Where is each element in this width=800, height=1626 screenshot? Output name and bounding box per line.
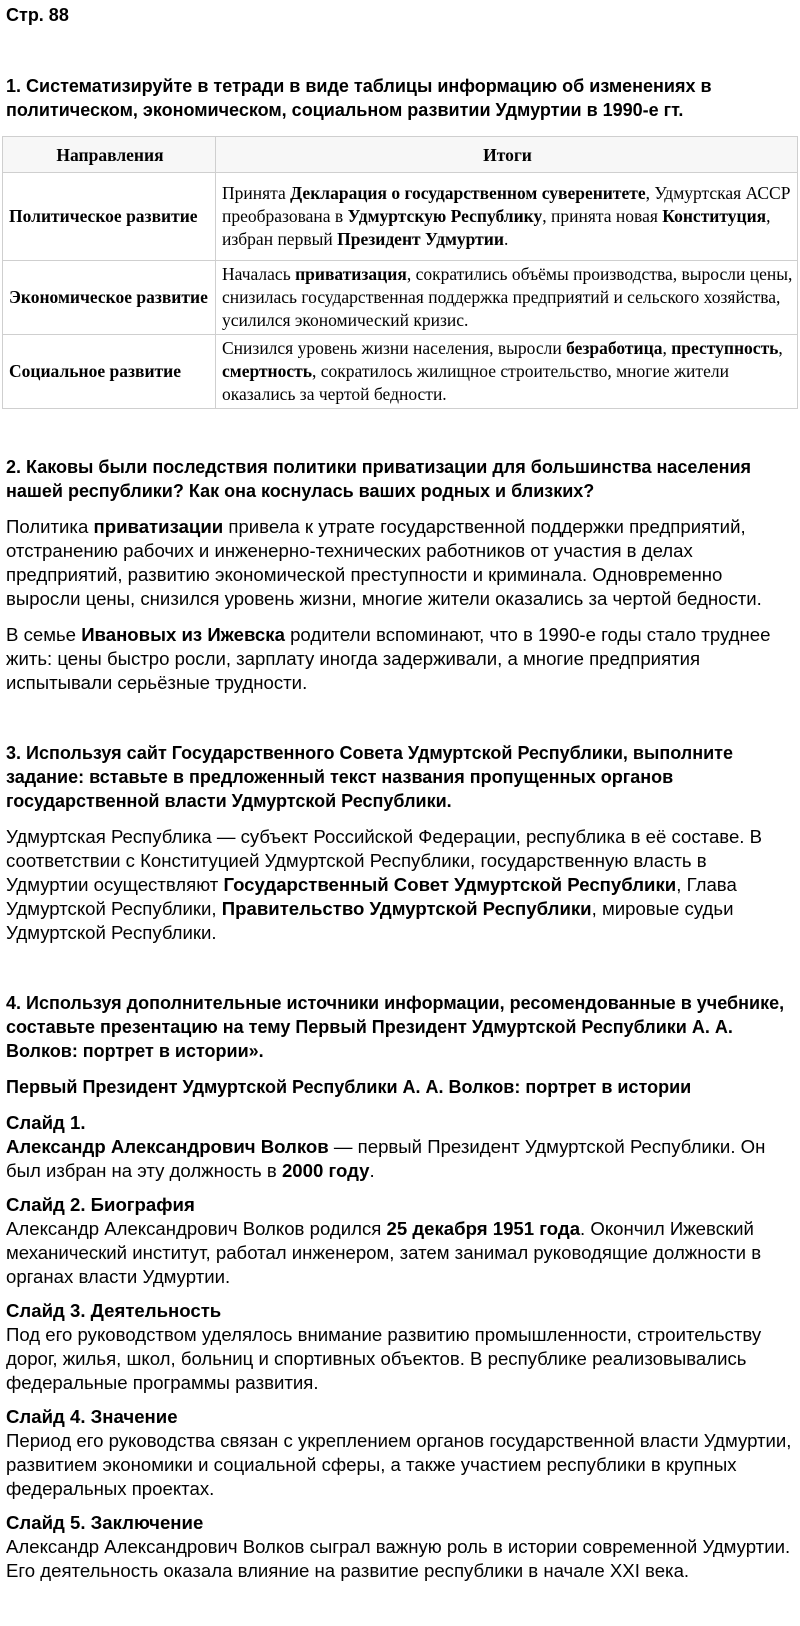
page-number: Стр. 88 <box>6 5 69 25</box>
text-run: Политика <box>6 516 94 537</box>
slide-heading: Слайд 5. Заключение <box>6 1512 204 1533</box>
slide-text <box>6 1135 794 1183</box>
bold-term: Александр Александрович Волков <box>6 1136 329 1157</box>
text-run: В семье <box>6 624 82 645</box>
bold-term: Государственный Совет Удмуртской Республики <box>223 874 677 895</box>
slide-heading: Слайд 1. <box>6 1112 86 1133</box>
text-run: Александр Александрович Волков сыграл важную роль в истории современной Удмуртии. Его деятельность оказала влияние на развитие республики в начале XXI века. <box>6 1536 791 1581</box>
bold-term: Конституция <box>662 206 767 226</box>
task-1-title: 1. Систематизируйте в тетради в виде таблицы информацию об изменениях в политическом, экономическом, социальном развитии Удмуртии в 1990-е гт. <box>6 76 712 120</box>
bold-term: Ивановых из Ижевска <box>81 624 285 645</box>
text-run: Александр Александрович Волков родился <box>6 1218 387 1239</box>
text-run: , <box>662 338 672 358</box>
text-run: . Окончил Ижевский механический институт, работал инженером, затем занимал руководящие должности в органах власти Удмуртии. <box>6 1218 762 1287</box>
result-cell <box>216 335 798 409</box>
task-2-title: 2. Каковы были последствия политики приватизации для большинства населения нашей республики? Как она коснулась ваших родных и близких? <box>6 457 752 501</box>
text-run: , <box>778 338 783 358</box>
slide <box>6 1405 794 1501</box>
table-row <box>3 335 798 409</box>
slide-heading: Слайд 4. Значение <box>6 1406 178 1427</box>
bold-term: Правительство Удмуртской Республики <box>221 898 592 919</box>
text-run: — первый Президент Удмуртской Республики. Он был избран на эту должность в <box>6 1136 766 1181</box>
bold-term: Декларация о государственном суверенитете <box>290 183 646 203</box>
table-row <box>3 173 798 261</box>
text-run: . <box>369 1160 375 1181</box>
table-header-row <box>3 137 798 173</box>
text-run: , сократились объёмы производства, выросли цены, снизилась государственная поддержка предприятий и сельского хозяйства, усилился экономический кризис. <box>222 264 793 330</box>
table-row <box>3 261 798 335</box>
slide-heading: Слайд 2. Биография <box>6 1194 195 1215</box>
slide <box>6 1111 794 1183</box>
text-run: , сократилось жилищное строительство, многие жители оказались за чертой бедности. <box>222 361 729 404</box>
bold-term: Удмуртскую Республику <box>347 206 543 226</box>
result-cell <box>216 173 798 261</box>
text-run: , принята новая <box>542 206 663 226</box>
text-run: . <box>503 229 509 249</box>
slide <box>6 1511 794 1583</box>
slide <box>6 1193 794 1289</box>
slide-text <box>6 1323 794 1395</box>
bold-term: смертность <box>222 361 313 381</box>
text-run: Началась <box>222 264 296 284</box>
text-run: , Удмуртская АССР преобразована в <box>222 183 791 226</box>
task-3-answer <box>6 825 794 945</box>
text-run: Принята <box>222 183 291 203</box>
slide-text <box>6 1429 794 1501</box>
slide-text <box>6 1217 794 1289</box>
bold-term: 2000 году <box>281 1160 370 1181</box>
bold-term: безработица <box>566 338 663 358</box>
text-run: родители вспоминают, что в 1990-е годы стало труднее жить: цены быстро росли, зарплату иногда задерживали, а многие предприятия испытывали серьёзные трудности. <box>6 624 771 693</box>
task-2-answer-p2 <box>6 623 794 695</box>
bold-term: Президент Удмуртии <box>337 229 504 249</box>
text-run: привела к утрате государственной поддержки предприятий, отстранению рабочих и инженерно-технических работников от участия в делах предприятий, развитию экономической преступности и криминала. Одновременно выросли цены, снизился уровень жизни, многие жители оказались за чертой бедности. <box>6 516 762 609</box>
text-run: , мировые судьи Удмуртской Республики. <box>6 898 734 943</box>
task-3-title: 3. Используя сайт Государственного Совета Удмуртской Республики, выполните задание: вставьте в предложенный текст названия пропущенных органов государственной власти Удмуртской Республики. <box>6 743 733 811</box>
text-run: Удмуртская Республика — субъект Российской Федерации, республика в её составе. В соответствии с Конституцией Удмуртской Республики, государственную власть в Удмуртии осуществляют <box>6 826 763 895</box>
task-2-answer-p1 <box>6 515 794 611</box>
text-run: Период его руководства связан с укреплением органов государственной власти Удмуртии, развитием экономики и социальной сферы, а также участием республики в крупных федеральных проектах. <box>6 1430 792 1499</box>
text-run: Снизился уровень жизни населения, выросли <box>222 338 567 358</box>
results-table <box>2 136 798 409</box>
task-4-title: 4. Используя дополнительные источники информации, ресомендованные в учебнике, составьте презентацию на тему Первый Президент Удмуртской Республики А. А. Волков: портрет в истории». <box>6 993 785 1061</box>
direction-cell: Политическое развитие <box>3 173 216 261</box>
slide <box>6 1299 794 1395</box>
bold-term: приватизации <box>93 516 224 537</box>
slide-heading: Слайд 3. Деятельность <box>6 1300 222 1321</box>
result-cell <box>216 261 798 335</box>
direction-cell: Социальное развитие <box>3 335 216 409</box>
text-run: Под его руководством уделялось внимание развитию промышленности, строительству дорог, жилья, школ, больниц и спортивных объектов. В республике реализовывались федеральные программы развития. <box>6 1324 762 1393</box>
direction-cell: Экономическое развитие <box>3 261 216 335</box>
text-run: , избран первый <box>222 206 771 249</box>
bold-term: преступность <box>671 338 779 358</box>
column-header-results: Итоги <box>216 137 798 173</box>
slide-text <box>6 1535 794 1583</box>
bold-term: приватизация <box>295 264 407 284</box>
text-run: , Глава Удмуртской Республики, <box>6 874 737 919</box>
column-header-directions: Направления <box>3 137 216 173</box>
bold-term: 25 декабря 1951 года <box>386 1218 581 1239</box>
presentation-title: Первый Президент Удмуртской Республики А. А. Волков: портрет в истории <box>6 1077 692 1097</box>
